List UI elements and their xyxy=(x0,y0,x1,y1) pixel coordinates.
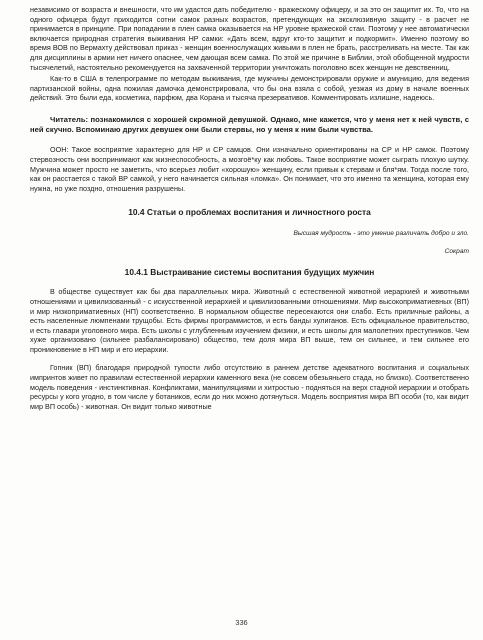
page-number: 336 xyxy=(235,618,248,627)
author-answer: ООН: Такое восприятие характерно для НР и СР самцов. Они изначально ориентированы на СР и НР самок. Поэтому стервозность они воспринимают как жизнеспособность, а мозгоё*ку как любовь. Такое восприятие может сыграть плохую шутку. Мужчина может просто не заметить, что всерьез любит «хорошую» женщину, если привык к стервам и бля*ям. Тогда после того, как он расстается с такой ВР самкой, у него начинается сильная «ломка». Он понимает, что это именно та женщина, которая ему нужна, но уже поздно, отношения разрушены. xyxy=(30,145,469,193)
section-title: 10.4 Статьи о проблемах воспитания и личностного роста xyxy=(128,207,371,218)
paragraph-bottom-2: Гопник (ВП) благодаря природной тупости либо отсутствию в раннем детстве адекватного воспитания и социальных импринтов живет по правилам естественной иерархии каменного века (не совсем обезьяньего стада, но близко). Соответственно модель поведения - инстинктивная. Конфликтами, манипуляциями и хитростью - подняться на верх стадной иерархии и отобрать ресурсы у кого угодно, в том числе у ботаников, если до них можно дотянуться. Модель восприятия мира ВП особи (то, как видит мир ВП особь) - животная. Он видит только животные xyxy=(30,363,469,411)
epigraph-quote: Высшая мудрость - это умение различать добро и зло. xyxy=(293,230,469,238)
paragraph-top-2: Как-то в США в телепрограмме по методам выживания, где мужчины демонстрировали оружие и амуницию, для ведения партизанской войны, одна пожилая дамочка демонстрировала, что бы она взяла с собой, уезжая из дому в начале военных действий. Это были еда, косметика, парфюм, два Корана и тысяча презервативов. Комментировать излишне, надеюсь. xyxy=(30,74,469,103)
subsection-title: 10.4.1 Выстраивание системы воспитания будущих мужчин xyxy=(124,267,375,278)
epigraph-author: Сократ xyxy=(444,248,469,256)
paragraph-bottom-1: В обществе существует как бы два параллельных мира. Животный с естественной животной иерархией и животными отношениями и цивилизованный - с искусственной иерархией и цивилизованными отношениями. Мир высокоприматиевных (ВП) и мир низкоприматиевных (НП) соответственно. В нормальном обществе пересекаются они слабо. Есть приличные районы, а есть населенные люмпенами трущобы. Есть фирмы программистов, и есть банды хулиганов. Есть официальное правительство, и есть главари уголовного мира. Есть школы с углубленным изучением физики, и есть школы для малолетних преступников. Чем хуже организовано (сильнее разбалансировано) общество, тем доля мира ВП выше, тем он сильнее, и тем сильнее его проникновение в НП мир и его иерархии. xyxy=(30,287,469,354)
reader-question: Читатель: познакомился с хорошей скромной девушкой. Однако, мне кажется, что у меня нет к ней чувств, с ней скучно. Вспоминаю других девушек они были стервы, но у меня к ним были чувства. xyxy=(30,114,469,135)
paragraph-top-1: независимо от возраста и внешности, что им удастся дать победителю - вражескому офицеру, и за это он защитит их. То, что на одного офицера будут приходится сотни самок разных возрастов, претендующих на эксклюзивную защиту - в расчет не принимается в принципе. При попадании в плен самка оказывается на НР уровне вражеской стаи. Поэтому у нее автоматически включается природная стратегия выживания НР самки: «Дать всем, вдруг кто-то защитит и подкормит». Именно поэтому во время ВОВ по Вермахту действовал приказ - женщин военнослужащих живыми в плен не брать, расстреливать на месте. Так как для дисциплины в армии нет ничего опаснее, чем дающая всем самка. По этой же причине в Библии, этой обобщенной мудрости тысячелетий, настоятельно рекомендуется на захваченной территории уничтожать поголовно всех женщин не девственниц. xyxy=(30,5,469,72)
